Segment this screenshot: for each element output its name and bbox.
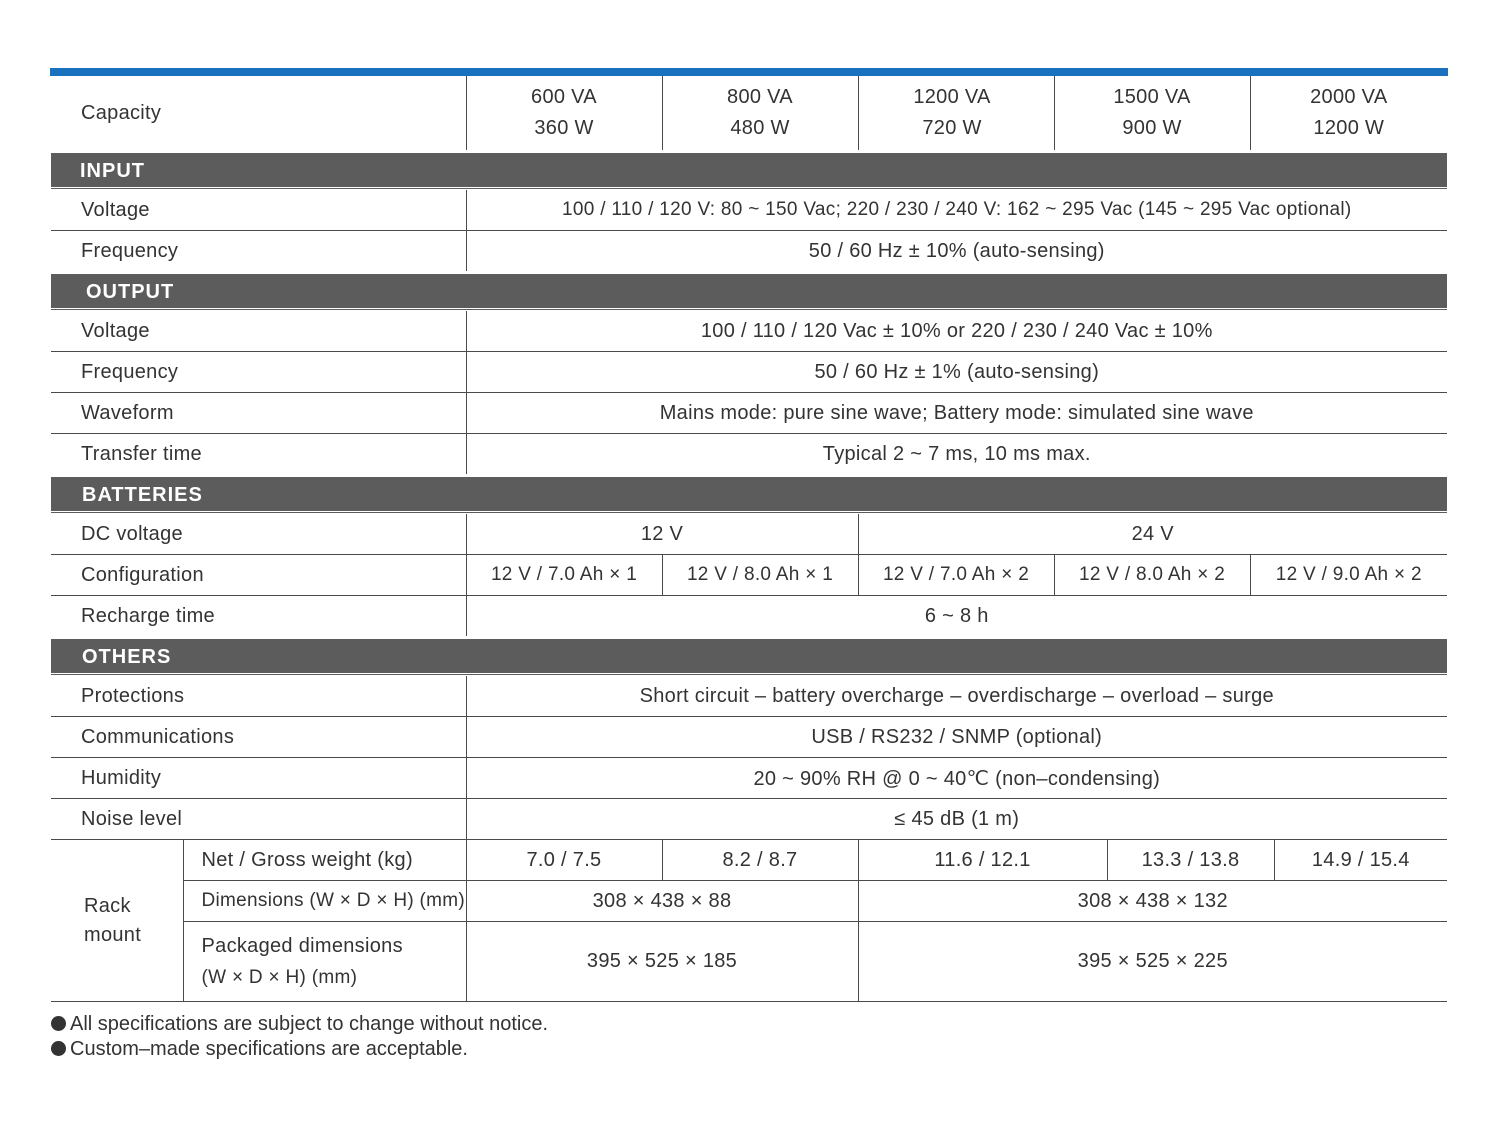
battery-dc-label: DC voltage	[51, 513, 466, 555]
others-comms-row	[51, 717, 1447, 758]
battery-dc-24v: 24 V	[858, 513, 1447, 555]
rack-weight-label: Net / Gross weight (kg)	[183, 840, 466, 881]
rack-packaged-small: 395 × 525 × 185	[466, 922, 858, 1002]
input-voltage-label: Voltage	[51, 189, 466, 231]
output-voltage-label: Voltage	[51, 310, 466, 352]
section-output-title: OUTPUT	[86, 280, 175, 303]
output-frequency-row	[51, 352, 1447, 393]
others-comms-value: USB / RS232 / SNMP (optional)	[466, 717, 1447, 758]
rack-weight-2000: 14.9 / 15.4	[1274, 840, 1447, 881]
input-voltage-row	[51, 189, 1447, 231]
rack-dimensions-small: 308 × 438 × 88	[466, 881, 858, 922]
battery-dc-row	[51, 513, 1447, 555]
others-protections-label: Protections	[51, 675, 466, 717]
rack-packaged-row	[51, 922, 1447, 1002]
bullet-icon	[51, 1041, 66, 1056]
battery-config-1200: 12 V / 7.0 Ah × 2	[858, 555, 1054, 596]
bullet-icon	[51, 1016, 66, 1031]
model-2000: 2000 VA 1200 W	[1250, 76, 1447, 152]
rack-weight-1500: 13.3 / 13.8	[1107, 840, 1274, 881]
others-humidity-row	[51, 758, 1447, 799]
rack-mount-label: Rack mount	[51, 840, 183, 1002]
section-input-title: INPUT	[80, 159, 145, 182]
battery-config-800: 12 V / 8.0 Ah × 1	[662, 555, 858, 596]
others-noise-row	[51, 799, 1447, 840]
battery-recharge-value: 6 ~ 8 h	[466, 596, 1447, 638]
input-frequency-label: Frequency	[51, 231, 466, 273]
battery-config-2000: 12 V / 9.0 Ah × 2	[1250, 555, 1447, 596]
input-voltage-value: 100 / 110 / 120 V: 80 ~ 150 Vac; 220 / 230 / 240 V: 162 ~ 295 Vac (145 ~ 295 Vac optional)	[466, 189, 1447, 231]
rack-packaged-label: Packaged dimensions (W × D × H) (mm)	[183, 922, 466, 1002]
rack-dimensions-label: Dimensions (W × D × H) (mm)	[183, 881, 466, 922]
battery-dc-12v: 12 V	[466, 513, 858, 555]
others-comms-label: Communications	[51, 717, 466, 758]
input-frequency-value: 50 / 60 Hz ± 10% (auto-sensing)	[466, 231, 1447, 273]
output-transfer-value: Typical 2 ~ 7 ms, 10 ms max.	[466, 434, 1447, 476]
section-batteries-title: BATTERIES	[82, 483, 203, 506]
output-transfer-label: Transfer time	[51, 434, 466, 476]
rack-weight-600: 7.0 / 7.5	[466, 840, 662, 881]
output-transfer-row	[51, 434, 1447, 476]
rack-weight-800: 8.2 / 8.7	[662, 840, 858, 881]
section-others-title: OTHERS	[82, 645, 172, 668]
rack-dimensions-row	[51, 881, 1447, 922]
model-600: 600 VA 360 W	[466, 76, 662, 152]
section-input	[51, 152, 1447, 189]
battery-recharge-row	[51, 596, 1447, 638]
battery-config-row	[51, 555, 1447, 596]
model-1200: 1200 VA 720 W	[858, 76, 1054, 152]
footnote-item: Custom–made specifications are acceptable.	[51, 1037, 548, 1062]
others-noise-label: Noise level	[51, 799, 466, 840]
battery-config-600: 12 V / 7.0 Ah × 1	[466, 555, 662, 596]
section-output	[51, 273, 1447, 310]
output-frequency-label: Frequency	[51, 352, 466, 393]
model-1500: 1500 VA 900 W	[1054, 76, 1250, 152]
capacity-row	[51, 76, 1447, 152]
others-noise-value: ≤ 45 dB (1 m)	[466, 799, 1447, 840]
others-humidity-value: 20 ~ 90% RH @ 0 ~ 40℃ (non–condensing)	[466, 758, 1447, 799]
rack-weight-row	[51, 840, 1447, 881]
footnote-item: All specifications are subject to change without notice.	[51, 1012, 548, 1037]
rack-dimensions-large: 308 × 438 × 132	[858, 881, 1447, 922]
section-others	[51, 638, 1447, 675]
output-frequency-value: 50 / 60 Hz ± 1% (auto-sensing)	[466, 352, 1447, 393]
others-protections-value: Short circuit – battery overcharge – overdischarge – overload – surge	[466, 675, 1447, 717]
input-frequency-row	[51, 231, 1447, 273]
output-waveform-label: Waveform	[51, 393, 466, 434]
others-protections-row	[51, 675, 1447, 717]
output-voltage-row	[51, 310, 1447, 352]
footnotes	[51, 1012, 548, 1062]
rack-weight-1200: 11.6 / 12.1	[858, 840, 1107, 881]
output-voltage-value: 100 / 110 / 120 Vac ± 10% or 220 / 230 / 240 Vac ± 10%	[466, 310, 1447, 352]
battery-recharge-label: Recharge time	[51, 596, 466, 638]
top-accent-bar	[50, 68, 1448, 76]
model-800: 800 VA 480 W	[662, 76, 858, 152]
output-waveform-value: Mains mode: pure sine wave; Battery mode: simulated sine wave	[466, 393, 1447, 434]
spec-table	[51, 76, 1447, 1002]
battery-config-label: Configuration	[51, 555, 466, 596]
others-humidity-label: Humidity	[51, 758, 466, 799]
battery-config-1500: 12 V / 8.0 Ah × 2	[1054, 555, 1250, 596]
output-waveform-row	[51, 393, 1447, 434]
section-batteries	[51, 476, 1447, 513]
rack-packaged-large: 395 × 525 × 225	[858, 922, 1447, 1002]
capacity-label: Capacity	[51, 76, 466, 152]
